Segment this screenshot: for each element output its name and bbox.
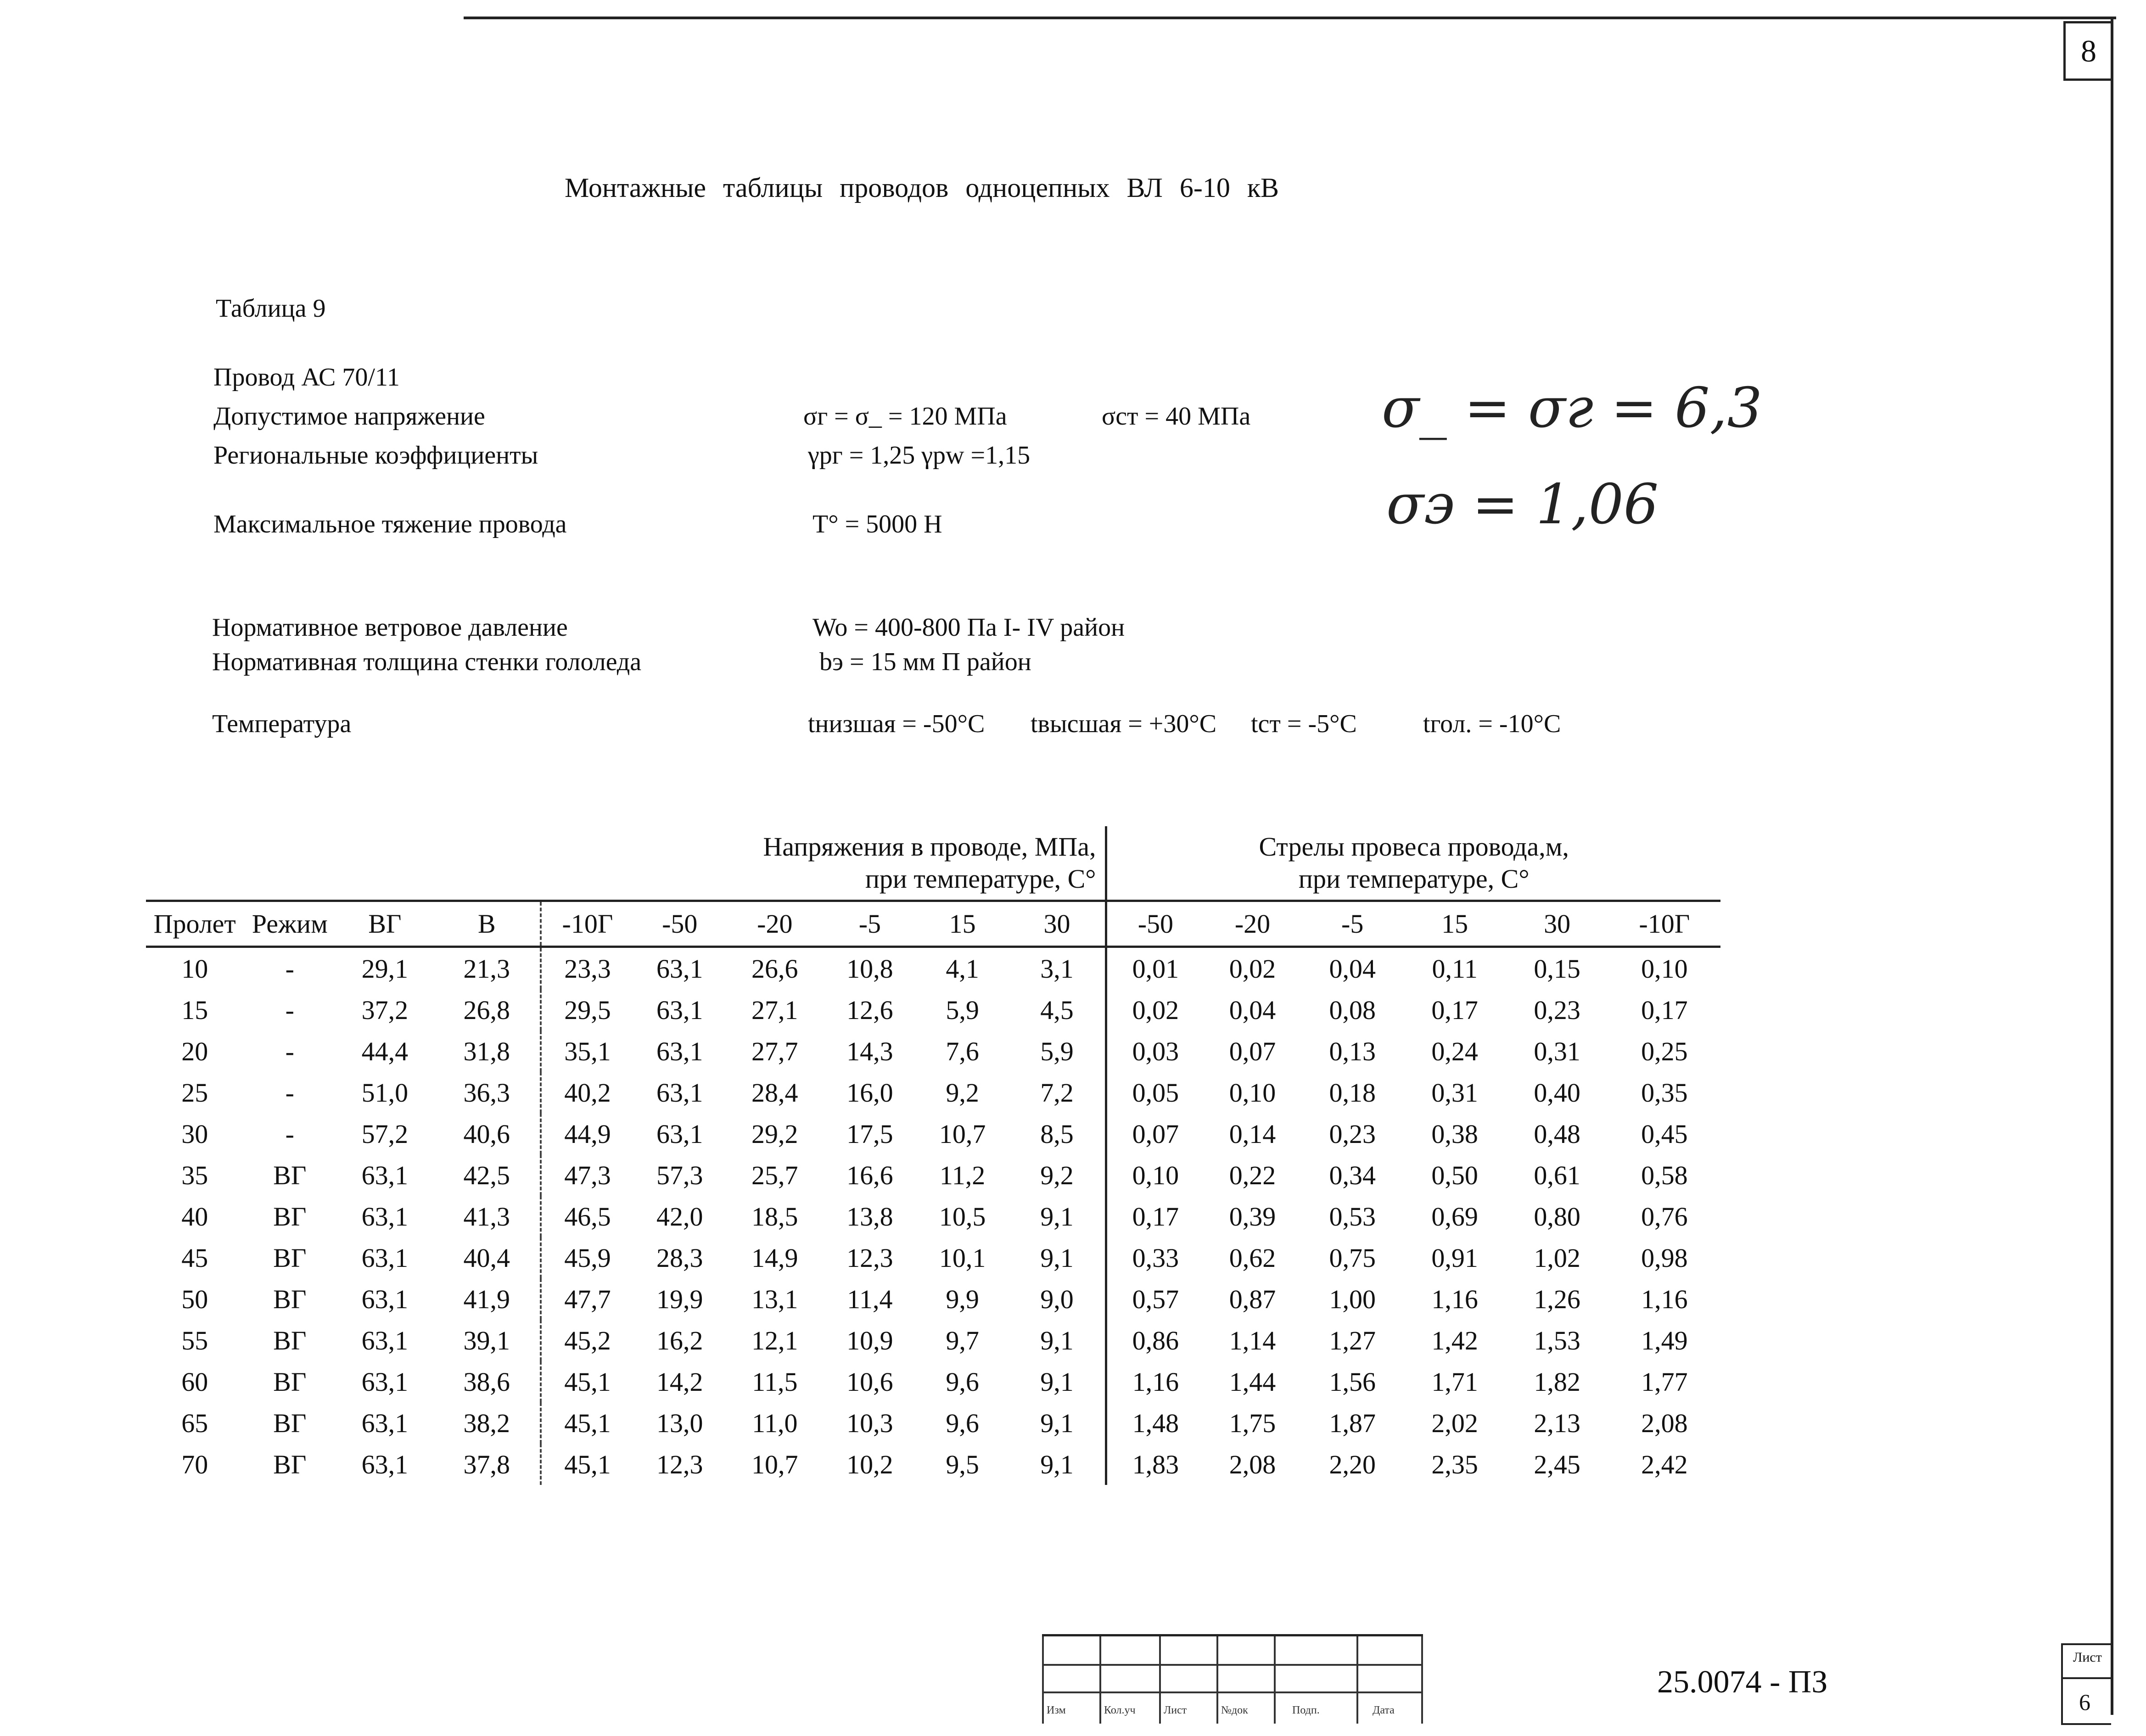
table-cell: 0,31 bbox=[1431, 1077, 1478, 1108]
table-cell: 63,1 bbox=[361, 1201, 409, 1232]
table-cell: 36,3 bbox=[463, 1077, 510, 1108]
top-frame-line bbox=[464, 17, 2116, 19]
table-cell: 12,3 bbox=[656, 1449, 703, 1479]
table-cell: 63,1 bbox=[361, 1408, 409, 1438]
table-row bbox=[146, 1072, 1720, 1113]
table-cell: - bbox=[285, 1036, 294, 1066]
table-cell: 45 bbox=[181, 1243, 208, 1273]
table-cell: 1,77 bbox=[1641, 1366, 1688, 1397]
table-cell: 17,5 bbox=[846, 1119, 893, 1149]
table-cell: 0,17 bbox=[1106, 1196, 1204, 1237]
table-cell: 0,53 bbox=[1329, 1201, 1376, 1232]
table-cell: 13,8 bbox=[846, 1201, 893, 1232]
temp-low: tнизшая = -50°С bbox=[808, 710, 985, 738]
table-cell: 0,05 bbox=[1106, 1072, 1204, 1113]
column-header: Пролет bbox=[146, 901, 243, 947]
column-header: -10Г bbox=[1608, 901, 1720, 947]
table-cell: 3,1 bbox=[1040, 953, 1074, 984]
table-cell: 9,1 bbox=[1040, 1243, 1074, 1273]
table-cell: 0,61 bbox=[1534, 1160, 1580, 1190]
table-cell: 0,22 bbox=[1229, 1160, 1276, 1190]
table-cell: 26,6 bbox=[751, 953, 798, 984]
table-cell: 30 bbox=[181, 1119, 208, 1149]
table-cell: 0,57 bbox=[1106, 1278, 1204, 1320]
table-cell: 0,35 bbox=[1641, 1077, 1688, 1108]
handwritten-note-2: σэ = 1,06 bbox=[1386, 473, 1659, 537]
table-cell: 0,18 bbox=[1329, 1077, 1376, 1108]
table-cell: 0,23 bbox=[1329, 1119, 1376, 1149]
table-cell: 10,8 bbox=[846, 953, 893, 984]
sheet-label: Лист bbox=[2073, 1650, 2102, 1665]
table-cell: 0,48 bbox=[1534, 1119, 1580, 1149]
table-cell: 29,2 bbox=[751, 1119, 798, 1149]
table-row bbox=[146, 1154, 1720, 1196]
table-cell: 0,15 bbox=[1534, 953, 1580, 984]
table-cell: 0,14 bbox=[1229, 1119, 1276, 1149]
table-cell: - bbox=[285, 1077, 294, 1108]
table-cell: 63,1 bbox=[656, 953, 703, 984]
table-cell: 10,2 bbox=[846, 1449, 893, 1479]
table-cell: 1,53 bbox=[1534, 1325, 1580, 1355]
column-header: ВГ bbox=[336, 901, 433, 947]
table-cell: 45,2 bbox=[541, 1320, 633, 1361]
table-row bbox=[146, 1113, 1720, 1154]
table-cell: 60 bbox=[181, 1366, 208, 1397]
table-cell: 11,5 bbox=[752, 1366, 798, 1397]
column-header: 15 bbox=[1404, 901, 1506, 947]
table-cell: 38,2 bbox=[463, 1408, 510, 1438]
table-row bbox=[146, 1278, 1720, 1320]
table-cell: 57,2 bbox=[361, 1119, 409, 1149]
temp-st: tст = -5°С bbox=[1251, 710, 1357, 738]
table-cell: 0,34 bbox=[1329, 1160, 1376, 1190]
table-cell: 70 bbox=[181, 1449, 208, 1479]
table-row bbox=[146, 1444, 1720, 1485]
table-cell: 47,3 bbox=[541, 1154, 633, 1196]
column-header: 30 bbox=[1009, 901, 1106, 947]
table-cell: 10,5 bbox=[939, 1201, 986, 1232]
table-cell: 1,42 bbox=[1431, 1325, 1478, 1355]
table-cell: 9,2 bbox=[946, 1077, 979, 1108]
table-cell: 1,87 bbox=[1329, 1408, 1376, 1438]
table-cell: 9,1 bbox=[1040, 1449, 1074, 1479]
column-header: Режим bbox=[243, 901, 336, 947]
table-cell: 0,13 bbox=[1329, 1036, 1376, 1066]
allowed-stress-value: σг = σ_ = 120 МПа bbox=[803, 402, 1007, 431]
ice-thickness-value: bэ = 15 мм П район bbox=[819, 648, 1031, 676]
table-cell: 16,6 bbox=[846, 1160, 893, 1190]
column-header: -10Г bbox=[541, 901, 633, 947]
stress-group-header bbox=[146, 826, 1106, 901]
table-cell: 45,1 bbox=[541, 1402, 633, 1444]
table-cell: 55 bbox=[181, 1325, 208, 1355]
table-cell: 10,9 bbox=[846, 1325, 893, 1355]
table-cell: 0,11 bbox=[1432, 953, 1478, 984]
table-cell: 35,1 bbox=[541, 1030, 633, 1072]
table-cell: 0,45 bbox=[1641, 1119, 1688, 1149]
max-tension-label: Максимальное тяжение провода bbox=[213, 510, 567, 538]
temperature-label: Температура bbox=[212, 710, 352, 738]
column-header: В bbox=[434, 901, 541, 947]
table-cell: 40,6 bbox=[463, 1119, 510, 1149]
table-cell: 9,1 bbox=[1040, 1201, 1074, 1232]
table-cell: 63,1 bbox=[656, 1119, 703, 1149]
sag-tension-table bbox=[146, 826, 1720, 1485]
table-cell: 0,07 bbox=[1229, 1036, 1276, 1066]
table-cell: 1,56 bbox=[1329, 1366, 1376, 1397]
right-frame-line bbox=[2111, 17, 2113, 1715]
table-row bbox=[146, 1361, 1720, 1402]
column-header: 15 bbox=[916, 901, 1009, 947]
table-cell: 14,9 bbox=[751, 1243, 798, 1273]
table-cell: 7,2 bbox=[1040, 1077, 1074, 1108]
stamp-label-kol: Кол.уч bbox=[1104, 1704, 1136, 1716]
table-cell: 2,08 bbox=[1641, 1408, 1688, 1438]
sag-header-line2: при температуре, С° bbox=[1298, 864, 1530, 894]
wind-pressure-value: Wo = 400-800 Па I- IV район bbox=[812, 613, 1125, 642]
table-cell: 26,8 bbox=[463, 995, 510, 1025]
table-caption: Таблица 9 bbox=[216, 294, 326, 323]
table-cell: 10,7 bbox=[939, 1119, 986, 1149]
table-cell: 18,5 bbox=[751, 1201, 798, 1232]
column-header: -50 bbox=[1106, 901, 1204, 947]
table-cell: 25 bbox=[181, 1077, 208, 1108]
table-row bbox=[146, 1030, 1720, 1072]
table-cell: 1,16 bbox=[1106, 1361, 1204, 1402]
table-cell: 10,3 bbox=[846, 1408, 893, 1438]
table-cell: 45,1 bbox=[541, 1444, 633, 1485]
table-cell: 0,50 bbox=[1431, 1160, 1478, 1190]
table-row bbox=[146, 1237, 1720, 1278]
table-cell: 44,9 bbox=[541, 1113, 633, 1154]
table-cell: 12,1 bbox=[751, 1325, 798, 1355]
table-cell: 0,91 bbox=[1431, 1243, 1478, 1273]
table-cell: 9,2 bbox=[1040, 1160, 1074, 1190]
table-cell: 13,0 bbox=[656, 1408, 703, 1438]
table-cell: 1,26 bbox=[1534, 1284, 1580, 1314]
table-cell: 63,1 bbox=[361, 1284, 409, 1314]
table-cell: 0,08 bbox=[1329, 995, 1376, 1025]
table-cell: 9,1 bbox=[1040, 1408, 1074, 1438]
table-cell: 63,1 bbox=[656, 1036, 703, 1066]
table-cell: 4,1 bbox=[946, 953, 979, 984]
table-cell: 9,7 bbox=[946, 1325, 979, 1355]
table-cell: 28,3 bbox=[656, 1243, 703, 1273]
table-cell: 0,62 bbox=[1229, 1243, 1276, 1273]
column-header: 30 bbox=[1506, 901, 1608, 947]
table-cell: 10 bbox=[181, 953, 208, 984]
title-block-stamp bbox=[1042, 1634, 1423, 1724]
table-cell: 42,5 bbox=[463, 1160, 510, 1190]
table-cell: 9,6 bbox=[946, 1366, 979, 1397]
table-cell: 0,98 bbox=[1641, 1243, 1688, 1273]
table-cell: 1,16 bbox=[1641, 1284, 1688, 1314]
table-cell: 14,2 bbox=[656, 1366, 703, 1397]
table-cell: 65 bbox=[181, 1408, 208, 1438]
column-header: -20 bbox=[726, 901, 824, 947]
table-cell: 2,35 bbox=[1431, 1449, 1478, 1479]
column-header: -5 bbox=[824, 901, 916, 947]
table-cell: 15 bbox=[181, 995, 208, 1025]
regional-coef-value: γрг = 1,25 γрw =1,15 bbox=[808, 441, 1031, 470]
table-cell: 38,6 bbox=[463, 1366, 510, 1397]
table-cell: ВГ bbox=[273, 1284, 307, 1314]
table-cell: 0,31 bbox=[1534, 1036, 1580, 1066]
table-cell: 1,83 bbox=[1106, 1444, 1204, 1485]
table-cell: 45,9 bbox=[541, 1237, 633, 1278]
table-row bbox=[146, 1196, 1720, 1237]
sheet-number: 6 bbox=[2079, 1689, 2090, 1715]
column-header: -20 bbox=[1204, 901, 1301, 947]
stamp-label-izm: Изм bbox=[1047, 1704, 1066, 1716]
table-cell: 40 bbox=[181, 1201, 208, 1232]
handwritten-note-1: σ_ = σг = 6,3 bbox=[1382, 376, 1762, 440]
allowed-stress-value2: σст = 40 МПа bbox=[1102, 402, 1251, 431]
table-cell: 1,75 bbox=[1229, 1408, 1276, 1438]
stamp-label-podp: Подп. bbox=[1292, 1704, 1320, 1716]
table-cell: 11,4 bbox=[847, 1284, 893, 1314]
table-cell: 5,9 bbox=[946, 995, 979, 1025]
ice-thickness-label: Нормативная толщина стенки гололеда bbox=[212, 648, 642, 676]
table-cell: ВГ bbox=[273, 1201, 307, 1232]
document-title: Монтажные таблицы проводов одноцепных ВЛ 6-10 кВ bbox=[565, 173, 1279, 203]
table-cell: 41,9 bbox=[463, 1284, 510, 1314]
table-cell: 0,02 bbox=[1106, 989, 1204, 1030]
table-cell: 9,0 bbox=[1040, 1284, 1074, 1314]
page-number: 8 bbox=[2063, 21, 2112, 81]
table-cell: 29,1 bbox=[361, 953, 409, 984]
table-cell: 2,45 bbox=[1534, 1449, 1580, 1479]
table-cell: 45,1 bbox=[541, 1361, 633, 1402]
table-cell: 0,10 bbox=[1229, 1077, 1276, 1108]
table-cell: 63,1 bbox=[361, 1160, 409, 1190]
table-cell: 63,1 bbox=[361, 1366, 409, 1397]
table-cell: 28,4 bbox=[751, 1077, 798, 1108]
table-cell: 0,76 bbox=[1641, 1201, 1688, 1232]
table-cell: 57,3 bbox=[656, 1160, 703, 1190]
stamp-label-ndok: №док bbox=[1221, 1704, 1248, 1716]
table-cell: 8,5 bbox=[1040, 1119, 1074, 1149]
table-cell: 9,1 bbox=[1040, 1366, 1074, 1397]
table-cell: 0,23 bbox=[1534, 995, 1580, 1025]
wind-pressure-label: Нормативное ветровое давление bbox=[212, 613, 568, 642]
table-cell: 0,38 bbox=[1431, 1119, 1478, 1149]
table-cell: 0,39 bbox=[1229, 1201, 1276, 1232]
temp-high: tвысшая = +30°С bbox=[1031, 710, 1217, 738]
table-cell: 63,1 bbox=[361, 1449, 409, 1479]
table-cell: 40,2 bbox=[541, 1072, 633, 1113]
table-cell: 12,3 bbox=[846, 1243, 893, 1273]
table-cell: - bbox=[285, 995, 294, 1025]
regional-coef-label: Региональные коэффициенты bbox=[213, 441, 538, 470]
table-cell: 0,07 bbox=[1106, 1113, 1204, 1154]
table-cell: 7,6 bbox=[946, 1036, 979, 1066]
table-cell: 5,9 bbox=[1040, 1036, 1074, 1066]
table-cell: 0,03 bbox=[1106, 1030, 1204, 1072]
table-cell: 1,82 bbox=[1534, 1366, 1580, 1397]
table-cell: ВГ bbox=[273, 1160, 307, 1190]
table-cell: 0,10 bbox=[1106, 1154, 1204, 1196]
document-code: 25.0074 - ПЗ bbox=[1657, 1664, 1828, 1700]
table-cell: - bbox=[285, 1119, 294, 1149]
table-cell: 9,6 bbox=[946, 1408, 979, 1438]
table-row bbox=[146, 947, 1720, 990]
table-cell: 63,1 bbox=[656, 995, 703, 1025]
table-cell: 0,25 bbox=[1641, 1036, 1688, 1066]
wire-label: Провод АС 70/11 bbox=[213, 363, 400, 392]
table-cell: 0,01 bbox=[1106, 947, 1204, 990]
table-cell: 1,27 bbox=[1329, 1325, 1376, 1355]
table-cell: 0,04 bbox=[1229, 995, 1276, 1025]
table-cell: 20 bbox=[181, 1036, 208, 1066]
column-header: -5 bbox=[1301, 901, 1404, 947]
table-cell: 23,3 bbox=[541, 947, 633, 990]
table-cell: 0,75 bbox=[1329, 1243, 1376, 1273]
table-cell: 0,17 bbox=[1641, 995, 1688, 1025]
stamp-label-list: Лист bbox=[1164, 1704, 1187, 1716]
table-cell: 21,3 bbox=[463, 953, 510, 984]
table-cell: 0,02 bbox=[1229, 953, 1276, 984]
table-row bbox=[146, 989, 1720, 1030]
table-cell: 35 bbox=[181, 1160, 208, 1190]
table-cell: 1,48 bbox=[1106, 1402, 1204, 1444]
table-cell: 2,02 bbox=[1431, 1408, 1478, 1438]
table-cell: 0,87 bbox=[1229, 1284, 1276, 1314]
table-cell: 41,3 bbox=[463, 1201, 510, 1232]
table-cell: 27,7 bbox=[751, 1036, 798, 1066]
table-cell: 10,6 bbox=[846, 1366, 893, 1397]
stress-header-line2: при температуре, С° bbox=[865, 864, 1096, 894]
table-cell: ВГ bbox=[273, 1449, 307, 1479]
table-cell: 16,2 bbox=[656, 1325, 703, 1355]
table-cell: 0,40 bbox=[1534, 1077, 1580, 1108]
table-cell: 1,44 bbox=[1229, 1366, 1276, 1397]
table-cell: 1,00 bbox=[1329, 1284, 1376, 1314]
sag-header-line1: Стрелы провеса провода,м, bbox=[1259, 832, 1569, 862]
table-cell: 63,1 bbox=[656, 1077, 703, 1108]
table-cell: 37,2 bbox=[361, 995, 409, 1025]
table-row bbox=[146, 1320, 1720, 1361]
table-cell: 10,1 bbox=[939, 1243, 986, 1273]
table-cell: 39,1 bbox=[463, 1325, 510, 1355]
table-cell: 37,8 bbox=[463, 1449, 510, 1479]
sag-group-header bbox=[1106, 826, 1720, 901]
column-header-row bbox=[146, 901, 1720, 947]
table-cell: 44,4 bbox=[361, 1036, 409, 1066]
temp-gol: tгол. = -10°С bbox=[1423, 710, 1561, 738]
table-cell: 1,71 bbox=[1431, 1366, 1478, 1397]
table-cell: 63,1 bbox=[361, 1325, 409, 1355]
table-cell: 0,80 bbox=[1534, 1201, 1580, 1232]
table-cell: ВГ bbox=[273, 1408, 307, 1438]
table-cell: 0,10 bbox=[1641, 953, 1688, 984]
table-cell: 2,42 bbox=[1641, 1449, 1688, 1479]
table-cell: 1,14 bbox=[1229, 1325, 1276, 1355]
table-cell: 13,1 bbox=[751, 1284, 798, 1314]
table-cell: 14,3 bbox=[846, 1036, 893, 1066]
table-cell: 2,20 bbox=[1329, 1449, 1376, 1479]
table-cell: 1,16 bbox=[1431, 1284, 1478, 1314]
stress-header-line1: Напряжения в проводе, МПа, bbox=[763, 832, 1096, 862]
table-cell: 4,5 bbox=[1040, 995, 1074, 1025]
table-row bbox=[146, 1402, 1720, 1444]
sheet-box bbox=[2061, 1643, 2111, 1725]
max-tension-value: Т° = 5000 Н bbox=[812, 510, 942, 538]
table-cell: 27,1 bbox=[751, 995, 798, 1025]
table-cell: 10,7 bbox=[751, 1449, 798, 1479]
table-cell: 47,7 bbox=[541, 1278, 633, 1320]
table-cell: 46,5 bbox=[541, 1196, 633, 1237]
table-cell: 0,24 bbox=[1431, 1036, 1478, 1066]
table-cell: 11,0 bbox=[752, 1408, 798, 1438]
table-cell: 11,2 bbox=[939, 1160, 986, 1190]
table-cell: 31,8 bbox=[463, 1036, 510, 1066]
table-cell: 25,7 bbox=[751, 1160, 798, 1190]
table-cell: ВГ bbox=[273, 1325, 307, 1355]
table-cell: 50 bbox=[181, 1284, 208, 1314]
table-cell: ВГ bbox=[273, 1366, 307, 1397]
table-cell: 63,1 bbox=[361, 1243, 409, 1273]
table-cell: 0,33 bbox=[1106, 1237, 1204, 1278]
table-cell: 0,86 bbox=[1106, 1320, 1204, 1361]
table-cell: 2,13 bbox=[1534, 1408, 1580, 1438]
table-cell: 1,02 bbox=[1534, 1243, 1580, 1273]
table-cell: - bbox=[285, 953, 294, 984]
table-cell: 19,9 bbox=[656, 1284, 703, 1314]
column-header: -50 bbox=[633, 901, 726, 947]
table-cell: 9,1 bbox=[1040, 1325, 1074, 1355]
allowed-stress-label: Допустимое напряжение bbox=[213, 402, 485, 431]
stamp-label-data: Дата bbox=[1373, 1704, 1395, 1716]
table-cell: 1,49 bbox=[1641, 1325, 1688, 1355]
table-cell: 40,4 bbox=[463, 1243, 510, 1273]
table-cell: 9,9 bbox=[946, 1284, 979, 1314]
table-cell: 0,17 bbox=[1431, 995, 1478, 1025]
table-cell: 29,5 bbox=[541, 989, 633, 1030]
table-cell: 0,58 bbox=[1641, 1160, 1688, 1190]
table-cell: 9,5 bbox=[946, 1449, 979, 1479]
table-cell: 0,04 bbox=[1329, 953, 1376, 984]
table-cell: 0,69 bbox=[1431, 1201, 1478, 1232]
table-cell: 16,0 bbox=[846, 1077, 893, 1108]
table-cell: 42,0 bbox=[656, 1201, 703, 1232]
table-cell: 51,0 bbox=[361, 1077, 409, 1108]
table-cell: 12,6 bbox=[846, 995, 893, 1025]
table-cell: 2,08 bbox=[1229, 1449, 1276, 1479]
table-cell: ВГ bbox=[273, 1243, 307, 1273]
